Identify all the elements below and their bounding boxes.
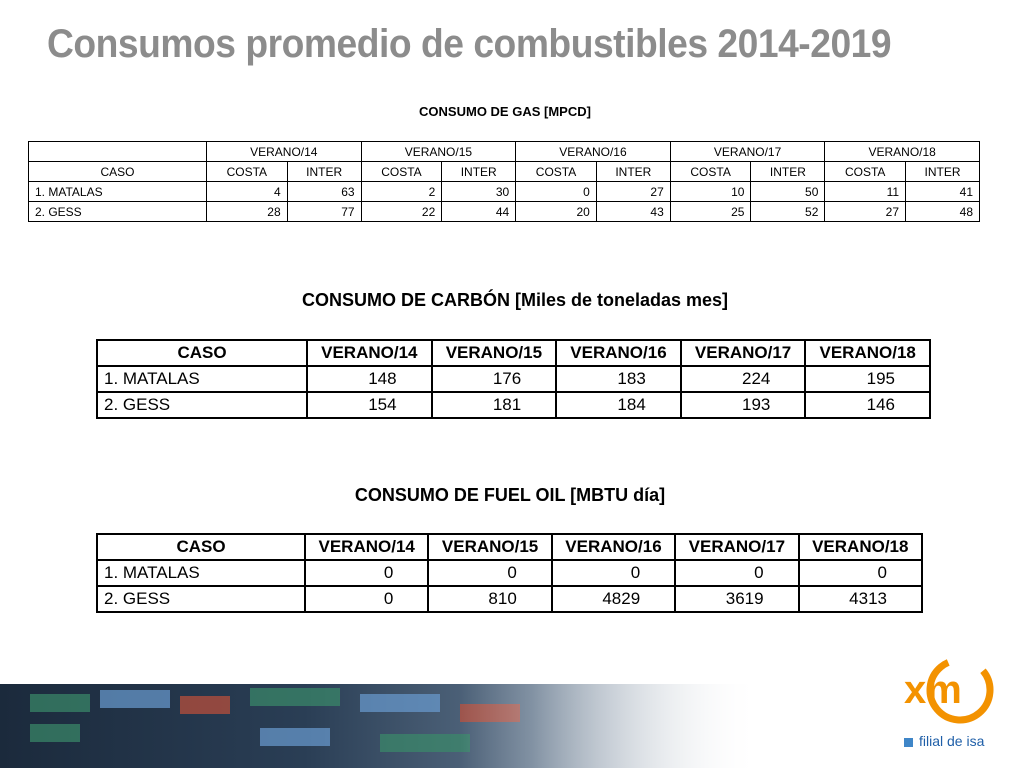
gas-caso-header: CASO [29,162,207,182]
fuel-cell: 4829 [552,586,675,612]
filial-text: filial de isa [919,733,985,749]
gas-blank-cell [29,142,207,162]
fuel-row-gess [97,586,922,612]
carbon-header: CASO [97,340,307,366]
gas-period-row [29,142,980,162]
photo-fade [460,684,760,768]
photo-screen [250,688,340,706]
carbon-cell: 193 [681,392,806,418]
fuel-cell: 0 [305,560,428,586]
fuel-cell: 0 [552,560,675,586]
gas-subheader-row [29,162,980,182]
fuel-header-row [97,534,922,560]
gas-cell: 77 [287,202,361,222]
carbon-header: VERANO/15 [432,340,557,366]
fuel-header: CASO [97,534,305,560]
gas-cell: 44 [442,202,516,222]
carbon-row-name: 2. GESS [97,392,307,418]
gas-inter-header: INTER [442,162,516,182]
gas-cell: 50 [751,182,825,202]
fuel-row-name: 1. MATALAS [97,560,305,586]
gas-inter-header: INTER [906,162,980,182]
gas-cell: 2 [361,182,442,202]
gas-costa-header: COSTA [825,162,906,182]
fuel-header: VERANO/16 [552,534,675,560]
gas-costa-header: COSTA [516,162,597,182]
gas-row-gess [29,202,980,222]
gas-cell: 10 [670,182,751,202]
gas-table [28,141,980,222]
fuel-table [96,533,923,613]
fuel-cell: 4313 [799,586,922,612]
gas-cell: 20 [516,202,597,222]
carbon-header: VERANO/14 [307,340,432,366]
fuel-cell: 0 [428,560,551,586]
gas-row-name: 1. MATALAS [29,182,207,202]
gas-cell: 28 [207,202,288,222]
photo-screen [380,734,470,752]
fuel-cell: 810 [428,586,551,612]
carbon-header-row [97,340,930,366]
photo-screen [100,690,170,708]
carbon-cell: 154 [307,392,432,418]
filial-tagline [904,733,984,749]
carbon-cell: 181 [432,392,557,418]
carbon-header: VERANO/17 [681,340,806,366]
control-room-photo [0,684,760,768]
fuel-row-matalas [97,560,922,586]
fuel-cell: 3619 [675,586,798,612]
photo-screen [30,694,90,712]
carbon-row-gess [97,392,930,418]
xm-logo [904,655,994,725]
fuel-cell: 0 [305,586,428,612]
gas-cell: 63 [287,182,361,202]
photo-screen [30,724,80,742]
carbon-row-matalas [97,366,930,392]
gas-cell: 30 [442,182,516,202]
gas-table-caption: CONSUMO DE GAS [MPCD] [419,104,591,119]
fuel-row-name: 2. GESS [97,586,305,612]
carbon-cell: 176 [432,366,557,392]
page-title: Consumos promedio de combustibles 2014-2019 [47,22,892,66]
fuel-header: VERANO/18 [799,534,922,560]
gas-inter-header: INTER [751,162,825,182]
carbon-table-caption: CONSUMO DE CARBÓN [Miles de toneladas mes] [301,290,729,310]
gas-cell: 48 [906,202,980,222]
gas-inter-header: INTER [596,162,670,182]
carbon-cell: 224 [681,366,806,392]
gas-row-matalas [29,182,980,202]
carbon-header: VERANO/18 [805,340,930,366]
gas-cell: 43 [596,202,670,222]
square-icon [904,738,913,747]
gas-cell: 52 [751,202,825,222]
carbon-cell: 183 [556,366,681,392]
gas-cell: 25 [670,202,751,222]
fuel-header: VERANO/17 [675,534,798,560]
gas-cell: 27 [825,202,906,222]
carbon-cell: 184 [556,392,681,418]
gas-period-header: VERANO/18 [825,142,980,162]
gas-period-header: VERANO/17 [670,142,825,162]
gas-period-header: VERANO/16 [516,142,671,162]
gas-cell: 22 [361,202,442,222]
photo-screen [180,696,230,714]
carbon-table [96,339,931,419]
gas-period-header: VERANO/15 [361,142,516,162]
gas-costa-header: COSTA [207,162,288,182]
gas-costa-header: COSTA [361,162,442,182]
gas-cell: 4 [207,182,288,202]
carbon-cell: 148 [307,366,432,392]
photo-screen [260,728,330,746]
gas-period-header: VERANO/14 [207,142,362,162]
photo-screen [360,694,440,712]
fuel-header: VERANO/14 [305,534,428,560]
gas-cell: 41 [906,182,980,202]
gas-inter-header: INTER [287,162,361,182]
xm-logo-text: xm [904,668,962,712]
carbon-cell: 195 [805,366,930,392]
gas-row-name: 2. GESS [29,202,207,222]
carbon-header: VERANO/16 [556,340,681,366]
gas-cell: 0 [516,182,597,202]
gas-cell: 11 [825,182,906,202]
fuel-table-caption: CONSUMO DE FUEL OIL [MBTU día] [354,485,666,505]
fuel-header: VERANO/15 [428,534,551,560]
carbon-cell: 146 [805,392,930,418]
carbon-row-name: 1. MATALAS [97,366,307,392]
gas-cell: 27 [596,182,670,202]
gas-costa-header: COSTA [670,162,751,182]
fuel-cell: 0 [675,560,798,586]
fuel-cell: 0 [799,560,922,586]
